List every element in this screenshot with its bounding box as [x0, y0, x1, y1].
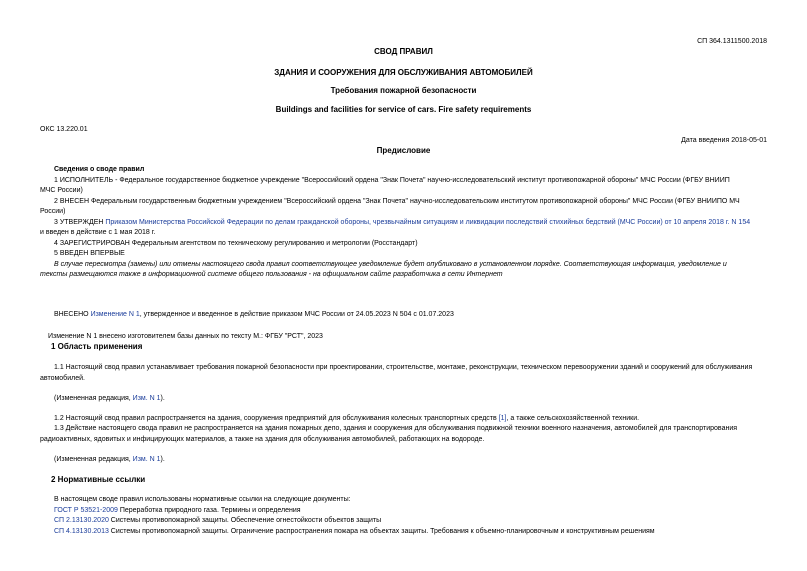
- edit-note-2-prefix: (Измененная редакция,: [54, 456, 133, 463]
- change-1-link-2[interactable]: Изм. N 1: [132, 456, 161, 463]
- edit-note-1-suffix: ).: [160, 395, 165, 402]
- section-1-p1-line1: 1.1 Настоящий свод правил устанавливает требования пожарной безопасности при проектировании, строительстве, монтаже, реконструкции, техническом перевооружении зданий и сооружений для обслуживания: [54, 364, 753, 371]
- reference-title: Системы противопожарной защиты. Обеспечение огнестойкости объектов защиты: [108, 517, 382, 524]
- preface-item-2-cont: России): [40, 208, 66, 215]
- intro-date: Дата введения 2018-05-01: [681, 137, 767, 144]
- doc-title: ЗДАНИЯ И СООРУЖЕНИЯ ДЛЯ ОБСЛУЖИВАНИЯ АВТОМОБИЛЕЙ: [274, 68, 533, 77]
- info-heading: Сведения о своде правил: [54, 166, 145, 173]
- edit-note-1-prefix: (Измененная редакция,: [54, 395, 133, 402]
- doc-subtitle: Требования пожарной безопасности: [330, 86, 477, 95]
- preface-item-3-prefix: 3 УТВЕРЖДЕН: [54, 219, 106, 226]
- section-1-p3-line1: 1.3 Действие настоящего свода правил не распространяется на здания пожарных депо, здания и сооружения для обслуживания подвижной техники военного назначения, автомобилей для транспортирования: [54, 425, 738, 432]
- amendment-link[interactable]: Изменение N 1: [90, 311, 140, 318]
- edit-note-2-suffix: ).: [160, 456, 165, 463]
- reference-item: [54, 527, 655, 537]
- amendment-prefix: ВНЕСЕНО: [54, 311, 91, 318]
- section-1-p1-line2: автомобилей.: [40, 375, 85, 382]
- preface-item-3-cont: и введен в действие с 1 мая 2018 г.: [40, 229, 156, 236]
- section-1-p2-text: 1.2 Настоящий свод правил распространяется на здания, сооружения предприятий для обслуживания колесных транспортных средств: [54, 415, 499, 422]
- doc-english-title: Buildings and facilities for service of cars. Fire safety requirements: [275, 105, 532, 114]
- amendment-note: Изменение N 1 внесено изготовителем базы данных по тексту М.: ФГБУ "РСТ", 2023: [48, 333, 323, 340]
- preface-item-1: 1 ИСПОЛНИТЕЛЬ - Федеральное государственное бюджетное учреждение "Всероссийский ордена "Знак Почета" научно-исследовательский институт противопожарной обороны" МЧС России (ФГБУ ВНИИП: [54, 177, 730, 184]
- preface-item-4: 4 ЗАРЕГИСТРИРОВАН Федеральным агентством по техническому регулированию и метрологии (Росстандарт): [54, 240, 418, 247]
- preface-item-3: [54, 218, 750, 228]
- section-1-p3-line2: радиоактивных, ядовитых и инфицирующих материалов, а также на здания для обслуживания автомобилей, работающих на водороде.: [40, 436, 485, 443]
- section-1-p2-suffix: , а также сельскохозяйственной техники.: [506, 415, 640, 422]
- amendment-line: [54, 310, 454, 320]
- section-1-p2: [54, 414, 639, 424]
- preface-item-2: 2 ВНЕСЕН Федеральным государственным бюджетным учреждением "Всероссийский ордена "Знак Почета" научно-исследовательским институтом противопожарной обороны" МЧС России (ФГБУ ВНИИПО МЧ: [54, 198, 740, 205]
- reference-item: [54, 506, 301, 516]
- doc-code: СП 364.1311500.2018: [697, 38, 767, 45]
- reference-item: [54, 516, 381, 526]
- notice-line-2: тексты размещаются также в информационной системе общего пользования - на официальном сайте разработчика в сети Интернет: [40, 271, 503, 278]
- preface-item-1-cont: МЧС России): [40, 187, 83, 194]
- change-1-link[interactable]: Изм. N 1: [132, 395, 161, 402]
- section-2-heading: 2 Нормативные ссылки: [51, 475, 146, 484]
- preface-heading: Предисловие: [376, 146, 431, 155]
- reference-title: Переработка природного газа. Термины и определения: [117, 507, 301, 514]
- approval-order-link[interactable]: Приказом Министерства Российской Федерации по делам гражданской обороны, чрезвычайным ситуациям и ликвидации последствий стихийных бедствий (МЧС России) от 10 апреля 2018 г. N 154: [105, 219, 751, 226]
- section-2-intro: В настоящем своде правил использованы нормативные ссылки на следующие документы:: [54, 496, 351, 503]
- reference-code-link[interactable]: СП 2.13130.2020: [54, 517, 109, 524]
- doc-kind: СВОД ПРАВИЛ: [374, 47, 433, 56]
- reference-code-link[interactable]: СП 4.13130.2013: [54, 528, 109, 535]
- notice-line-1: В случае пересмотра (замены) или отмены настоящего свода правил соответствующее уведомление будет опубликовано в установленном порядке. Соответствующая информация, уведомление и: [54, 261, 727, 268]
- edit-note-2: [54, 455, 165, 465]
- reference-1-link[interactable]: [1]: [498, 415, 507, 422]
- reference-title: Системы противопожарной защиты. Ограничение распространения пожара на объектах защиты. Требования к объемно-планировочным и конструктивным решениям: [108, 528, 655, 535]
- preface-item-5: 5 ВВЕДЕН ВПЕРВЫЕ: [54, 250, 125, 257]
- reference-code-link[interactable]: ГОСТ Р 53521-2009: [54, 507, 118, 514]
- amendment-suffix: , утвержденное и введенное в действие приказом МЧС России от 24.05.2023 N 504 с 01.07.2023: [139, 311, 454, 318]
- section-1-heading: 1 Область применения: [51, 342, 143, 351]
- edit-note-1: [54, 394, 165, 404]
- okc-code: ОКС 13.220.01: [40, 126, 88, 133]
